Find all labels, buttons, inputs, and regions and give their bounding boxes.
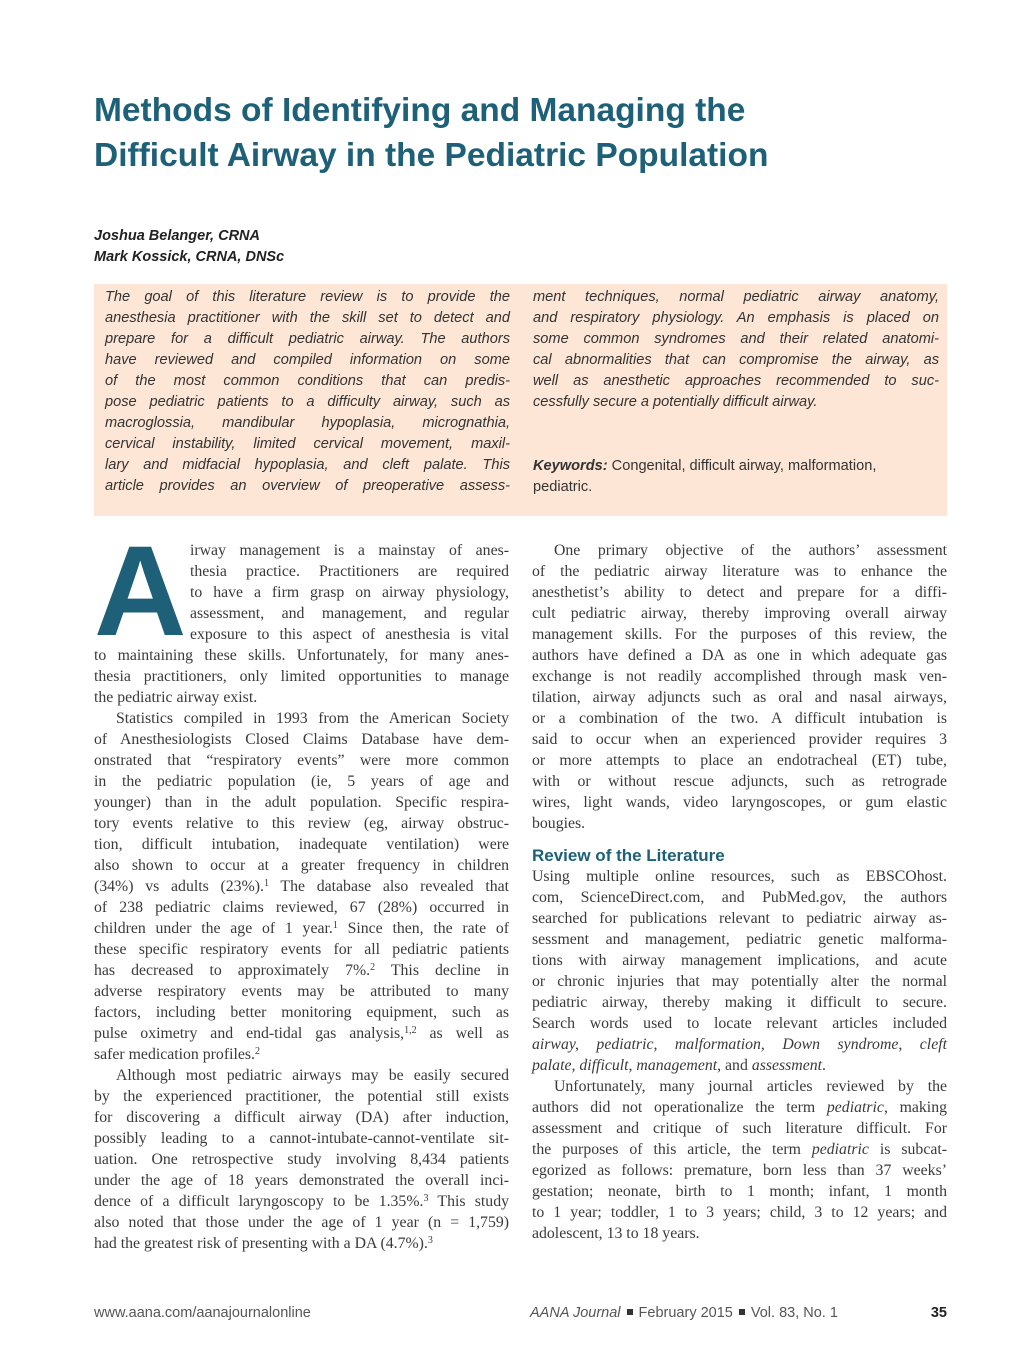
body-line: exposure to this aspect of anesthesia is vital — [190, 626, 509, 643]
body-line: under the age of 18 years demonstrated the overall inci- — [94, 1172, 509, 1189]
body-text: dence of a difficult laryngoscopy to be 1.35%. — [94, 1193, 424, 1210]
bullet-icon — [627, 1309, 633, 1315]
body-line: to 1 year; toddler, 1 to 3 years; child, 3 to 12 years; and — [532, 1204, 947, 1221]
body-text: the purposes of this article, the term — [532, 1141, 812, 1158]
abstract-line: macroglossia, mandibular hypoplasia, micrognathia, — [105, 415, 510, 431]
citation-ref: 1 — [263, 878, 269, 889]
abstract-left-column — [105, 287, 510, 497]
body-line — [532, 1139, 947, 1160]
abstract-line: pose pediatric patients to a difficulty airway, such as — [105, 394, 510, 410]
body-line: tions with airway management implications, and acute — [532, 952, 947, 969]
body-text: (34%) vs adults (23%). — [94, 878, 264, 895]
abstract-line: article provides an overview of preoperative assess- — [105, 478, 510, 494]
body-line: assessment, and management, and regular — [190, 605, 509, 622]
body-text: pediatric — [811, 1141, 869, 1158]
body-line: management skills. For the purposes of this review, the — [532, 626, 947, 643]
keywords — [533, 456, 939, 498]
body-line: adolescent, 13 to 18 years. — [532, 1225, 700, 1242]
citation-ref: 3 — [423, 1193, 429, 1204]
body-text: as well as — [416, 1025, 509, 1042]
abstract-line: well as anesthetic approaches recommended to suc- — [533, 373, 939, 389]
body-text: and — [721, 1057, 752, 1074]
article-title — [94, 88, 954, 178]
body-text: pediatric — [826, 1099, 884, 1116]
body-line: factors, including better monitoring equipment, such as — [94, 1004, 509, 1021]
body-line — [94, 918, 509, 939]
body-line: authors have defined a DA as one in which adequate gas — [532, 647, 947, 664]
body-line — [94, 1233, 509, 1254]
body-line — [94, 1044, 509, 1065]
abstract-line: anesthesia practitioner with the skill set to detect and — [105, 310, 510, 326]
body-line: wires, light wands, video laryngoscopes, or gum elastic — [532, 794, 947, 811]
body-text: is subcat- — [868, 1141, 947, 1158]
bullet-icon — [739, 1309, 745, 1315]
abstract-line: cervical instability, limited cervical movement, maxil- — [105, 436, 510, 452]
citation-ref: 2 — [370, 962, 376, 973]
abstract-line: lary and midfacial hypoplasia, and cleft palate. This — [105, 457, 510, 473]
body-line: with or without rescue adjuncts, such as retrograde — [532, 773, 947, 790]
body-line: younger) than in the adult population. Specific respira- — [94, 794, 509, 811]
body-line: or a combination of the two. A difficult intubation is — [532, 710, 947, 727]
abstract-line: have reviewed and compiled information on some — [105, 352, 510, 368]
body-line — [94, 1191, 509, 1212]
body-line: to have a firm grasp on airway physiology, — [190, 584, 509, 601]
body-line: also shown to occur at a greater frequency in children — [94, 857, 509, 874]
body-text: palate, difficult, management, — [532, 1057, 722, 1074]
body-line: of Anesthesiologists Closed Claims Database have dem- — [94, 731, 509, 748]
abstract-line: prepare for a difficult pediatric airway. The authors — [105, 331, 510, 347]
body-line: or more attempts to place an endotracheal (ET) tube, — [532, 752, 947, 769]
body-line: in the pediatric population (ie, 5 years of age and — [94, 773, 509, 790]
footer-citation — [530, 1305, 947, 1321]
body-text: children under the age of 1 year. — [94, 920, 333, 937]
body-line: irway management is a mainstay of anes- — [190, 542, 509, 559]
abstract-line: ment techniques, normal pediatric airway anatomy, — [533, 289, 939, 305]
footer-date: February 2015 — [638, 1305, 733, 1321]
citation-ref: 1,2 — [404, 1025, 417, 1036]
abstract-line: and respiratory physiology. An emphasis is placed on — [533, 310, 939, 326]
abstract-line: of the most common conditions that can predis- — [105, 373, 510, 389]
body-line: gestation; neonate, birth to 1 month; infant, 1 month — [532, 1183, 947, 1200]
footer-journal: AANA Journal — [530, 1305, 621, 1321]
body-text: authors did not operationalize the term — [532, 1099, 827, 1116]
drop-cap: A — [94, 520, 187, 663]
body-line: also noted that those under the age of 1 year (n = 1,759) — [94, 1214, 509, 1231]
body-line: tion, difficult intubation, inadequate ventilation) were — [94, 836, 509, 853]
citation-ref: 1 — [332, 920, 338, 931]
body-line: pediatric airway, thereby making it difficult to secure. — [532, 994, 947, 1011]
body-line: of 238 pediatric claims reviewed, 67 (28%) occurred in — [94, 899, 509, 916]
citation-ref: 3 — [427, 1235, 433, 1246]
body-line: thesia practitioners, only limited opportunities to manage — [94, 668, 509, 685]
body-text: This study — [428, 1193, 509, 1210]
body-line: Although most pediatric airways may be easily secured — [116, 1067, 509, 1084]
body-line: com, ScienceDirect.com, and PubMed.gov, the authors — [532, 889, 947, 906]
body-line: exchange is not readily accomplished through mask ven- — [532, 668, 947, 685]
body-text: had the greatest risk of presenting with a DA (4.7%). — [94, 1235, 428, 1252]
body-line: cult pediatric airway, thereby improving overall airway — [532, 605, 947, 622]
body-text: This decline in — [375, 962, 509, 979]
footer-url: www.aana.com/aanajournalonline — [94, 1305, 311, 1321]
body-line: Using multiple online resources, such as EBSCOhost. — [532, 868, 947, 885]
body-text: safer medication profiles. — [94, 1046, 255, 1063]
body-line: tilation, airway adjuncts such as oral and nasal airways, — [532, 689, 947, 706]
keywords-text: pediatric. — [533, 479, 593, 495]
body-line: or chronic injuries that may potentially alter the normal — [532, 973, 947, 990]
body-text: has decreased to approximately 7%. — [94, 962, 371, 979]
title-line: Methods of Identifying and Managing the — [94, 92, 746, 129]
abstract-line: some common syndromes and their related anatomi- — [533, 331, 939, 347]
title-line: Difficult Airway in the Pediatric Population — [94, 137, 769, 174]
abstract-line: cal abnormalities that can compromise the airway, as — [533, 352, 939, 368]
body-left-column — [94, 520, 510, 1254]
body-line — [94, 960, 509, 981]
body-line: searched for publications relevant to pediatric airway as- — [532, 910, 947, 927]
body-text: Since then, the rate of — [337, 920, 509, 937]
body-right-column — [532, 540, 947, 1244]
citation-ref: 2 — [254, 1046, 260, 1057]
body-line: anesthetist’s ability to detect and prepare for a diffi- — [532, 584, 947, 601]
body-line: egorized as follows: premature, born less than 37 weeks’ — [532, 1162, 947, 1179]
keywords-text: Congenital, difficult airway, malformation, — [611, 458, 877, 474]
body-line: bougies. — [532, 815, 586, 832]
author-list — [94, 226, 284, 268]
body-line: tory events relative to this review (eg, airway obstruc- — [94, 815, 509, 832]
author: Mark Kossick, CRNA, DNSc — [94, 249, 285, 265]
body-line — [532, 1097, 947, 1118]
body-line: Statistics compiled in 1993 from the American Society — [116, 710, 509, 727]
body-text: The database also revealed that — [268, 878, 510, 895]
body-line: sessment and management, pediatric genetic malforma- — [532, 931, 947, 948]
body-line: One primary objective of the authors’ assessment — [554, 542, 947, 559]
body-line: to maintaining these skills. Unfortunately, for many anes- — [94, 647, 509, 664]
abstract-line: The goal of this literature review is to provide the — [105, 289, 510, 305]
body-line: of the pediatric airway literature was to enhance the — [532, 563, 947, 580]
author: Joshua Belanger, CRNA — [94, 228, 260, 244]
footer-volume: Vol. 83, No. 1 — [750, 1305, 838, 1321]
body-line: uation. One retrospective study involving 8,434 patients — [94, 1151, 509, 1168]
body-line: assessment and critique of such literature difficult. For — [532, 1120, 947, 1137]
body-line: airway, pediatric, malformation, Down syndrome, cleft — [532, 1036, 947, 1053]
body-text: , making — [883, 1099, 947, 1116]
body-line — [94, 876, 509, 897]
body-line: onstrated that “respiratory events” were more common — [94, 752, 509, 769]
body-line: by the experienced practitioner, the potential still exists — [94, 1088, 509, 1105]
body-line — [532, 1055, 947, 1076]
body-line: Search words used to locate relevant articles included — [532, 1015, 947, 1032]
body-line: possibly leading to a cannot-intubate-cannot-ventilate sit- — [94, 1130, 509, 1147]
body-text: pulse oximetry and end-tidal gas analysis, — [94, 1025, 405, 1042]
body-line: said to occur when an experienced provider requires 3 — [532, 731, 947, 748]
page-number: 35 — [930, 1305, 947, 1321]
body-line: adverse respiratory events may be attributed to many — [94, 983, 509, 1000]
section-heading: Review of the Literature — [532, 846, 725, 865]
body-line: thesia practice. Practitioners are required — [190, 563, 509, 580]
keywords-label: Keywords: — [533, 458, 608, 474]
body-line: these specific respiratory events for all pediatric patients — [94, 941, 509, 958]
body-text: . — [822, 1057, 826, 1074]
body-line: for discovering a difficult airway (DA) after induction, — [94, 1109, 509, 1126]
abstract-line: cessfully secure a potentially difficult airway. — [533, 394, 818, 410]
body-line: Unfortunately, many journal articles reviewed by the — [554, 1078, 947, 1095]
body-line — [94, 1023, 509, 1044]
body-text: assessment — [751, 1057, 823, 1074]
abstract-right-column — [533, 287, 939, 413]
body-line: the pediatric airway exist. — [94, 689, 258, 706]
